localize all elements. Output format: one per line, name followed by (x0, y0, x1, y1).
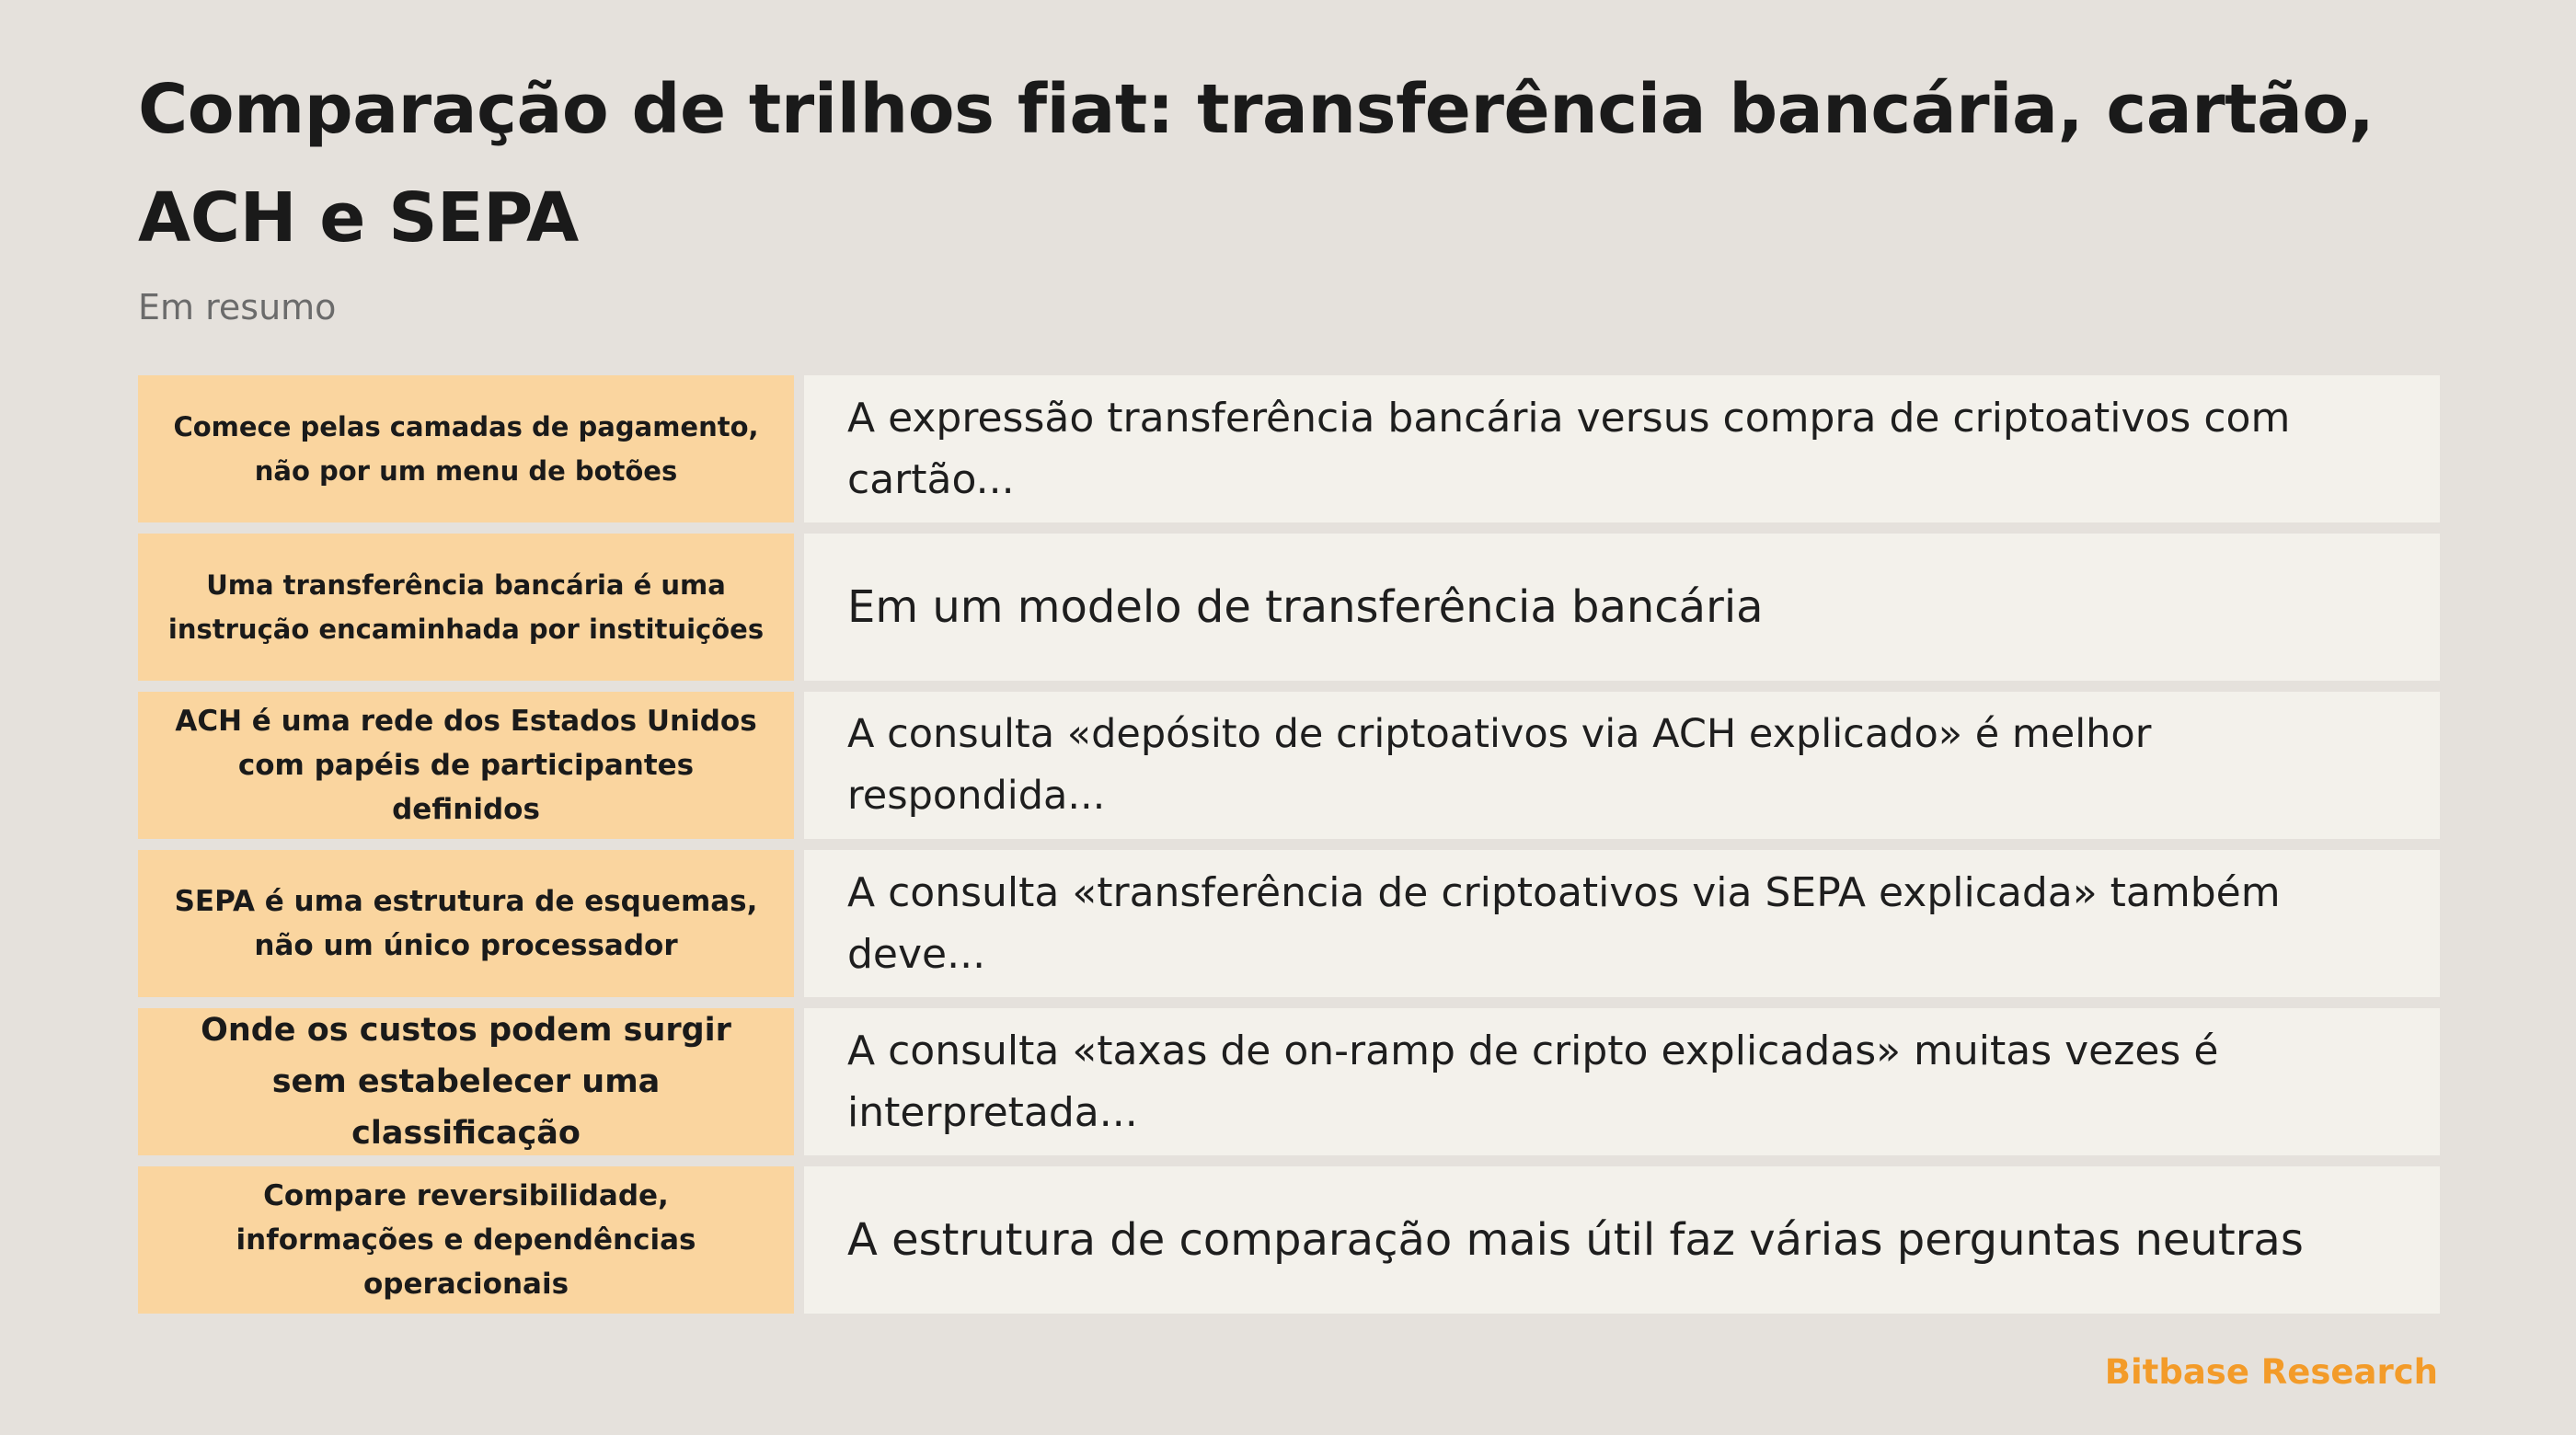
row-text: A consulta «depósito de criptoativos via ACH explicado» é melhor respondida... (804, 692, 2440, 839)
table-row (138, 534, 2440, 681)
row-text: A estrutura de comparação mais útil faz várias perguntas neutras (804, 1166, 2440, 1314)
row-text: A expressão transferência bancária versus compra de criptoativos com cartão... (804, 375, 2440, 522)
row-text: A consulta «taxas de on-ramp de cripto explicadas» muitas vezes é interpretada... (804, 1008, 2440, 1155)
row-divider (794, 1008, 804, 1155)
table-row (138, 1008, 2440, 1155)
row-divider (794, 1166, 804, 1314)
row-label: SEPA é uma estrutura de esquemas, não um único processador (138, 850, 794, 997)
row-divider (794, 692, 804, 839)
row-label: ACH é uma rede dos Estados Unidos com papéis de participantes definidos (138, 692, 794, 839)
row-label: Uma transferência bancária é uma instrução encaminhada por instituições (138, 534, 794, 681)
page-header (138, 55, 2438, 329)
row-divider (794, 850, 804, 997)
row-text: Em um modelo de transferência bancária (804, 534, 2440, 681)
table-row (138, 375, 2440, 522)
row-text: A consulta «transferência de criptoativos via SEPA explicada» também deve... (804, 850, 2440, 997)
row-label: Comece pelas camadas de pagamento, não por um menu de botões (138, 375, 794, 522)
table-row (138, 850, 2440, 997)
row-divider (794, 534, 804, 681)
page-title: Comparação de trilhos fiat: transferência bancária, cartão, ACH e SEPA (138, 70, 2375, 258)
row-label: Onde os custos podem surgir sem estabelecer uma classificação (138, 1008, 794, 1155)
row-divider (794, 375, 804, 522)
table-row (138, 1166, 2440, 1314)
table-row (138, 692, 2440, 839)
row-label: Compare reversibilidade, informações e dependências operacionais (138, 1166, 794, 1314)
comparison-table (138, 375, 2440, 1314)
brand-footer: Bitbase Research (2104, 1352, 2438, 1392)
page-subtitle: Em resumo (138, 287, 337, 327)
